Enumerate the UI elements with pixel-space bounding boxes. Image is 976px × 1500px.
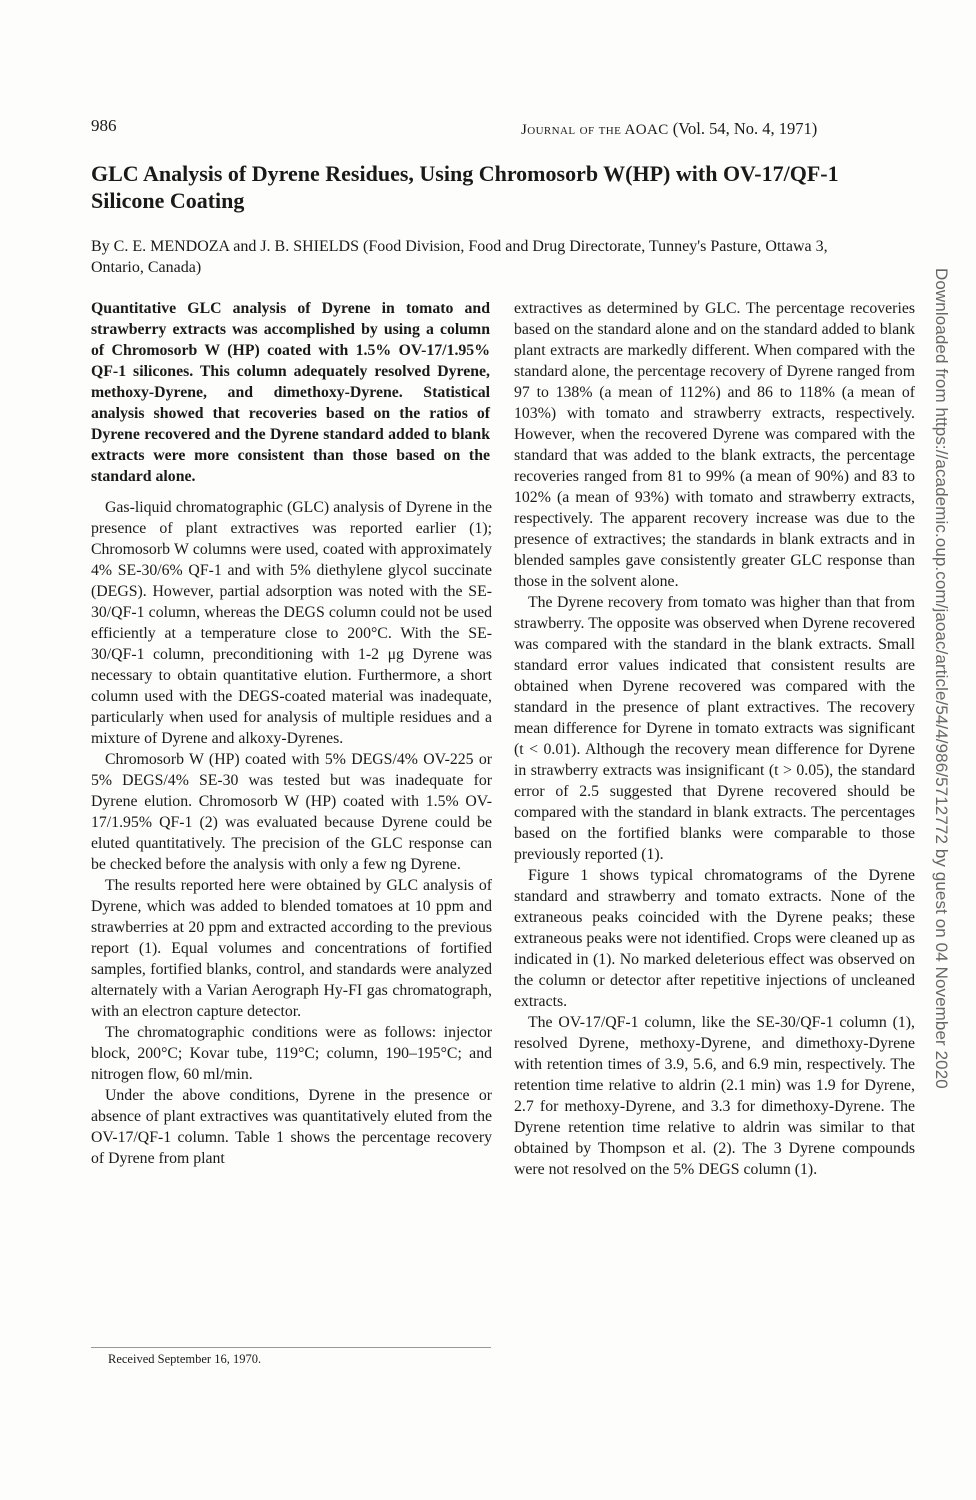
body-paragraph: The Dyrene recovery from tomato was higher than that from strawberry. The opposite was observed when Dyrene recovered was compared with the standard in the blank extracts. Small standard error values indicated that consistent results are obtained when Dyrene recovered was compared with the standard in the presence of plant extractives. The recovery mean difference for Dyrene in tomato extracts was significant (t < 0.01). Although the recovery mean difference for Dyrene in strawberry extracts was insignificant (t > 0.05), the standard error of 2.5 suggested that Dyrene recovered should be compared with the standard in blank extracts. The percentages based on the fortified blanks were comparable to those previously reported (1). — [514, 594, 915, 863]
body-paragraph: extractives as determined by GLC. The percentage recoveries based on the standard alone and on the standard added to blank plant extracts are markedly different. When compared with the standard alone, the percentage recovery of Dyrene ranged from 97 to 138% (a mean of 112%) and 86 to 118% (a mean of 103%) with tomato and strawberry extracts, respectively. However, when the recovered Dyrene was compared with the standard that was added to the blank extracts, the percentage recoveries ranged from 81 to 99% (a mean of 90%) and 83 to 102% (a mean of 93%) with tomato and strawberry extracts, respectively. The apparent recovery increase was due to the presence of extractives; the standards in blank extracts and in blended samples gave consistently greater GLC response than those in the solvent alone. — [514, 300, 915, 590]
download-watermark-text: Downloaded from https://academic.oup.com/jaoac/article/54/4/986/5712772 by guest on 04 November 2020 — [932, 268, 951, 1089]
footnote-divider — [91, 1347, 491, 1348]
abstract: Quantitative GLC analysis of Dyrene in tomato and strawberry extracts was accomplished by using a column of Chromosorb W (HP) coated with 1.5% OV-17/1.95% QF-1 silicones. This column adequately resolved Dyrene, methoxy-Dyrene, and dimethoxy-Dyrene. Statistical analysis showed that recoveries based on the ratios of Dyrene recovered and the Dyrene standard added to blank extracts were more consistent than those based on the standard alone. — [91, 300, 490, 485]
body-paragraph: The chromatographic conditions were as follows: injector block, 200°C; Kovar tube, 119°C; column, 190–195°C; and nitrogen flow, 60 ml/min. — [91, 1024, 492, 1083]
running-head — [521, 119, 817, 139]
article-title: GLC Analysis of Dyrene Residues, Using Chromosorb W(HP) with OV-17/QF-1 Silicone Coating — [91, 161, 839, 213]
left-column — [91, 298, 492, 1169]
right-column — [514, 298, 915, 1180]
download-watermark — [923, 268, 951, 1268]
body-paragraph: Under the above conditions, Dyrene in the presence or absence of plant extractives was quantitatively eluted from the OV-17/QF-1 column. Table 1 shows the percentage recovery of Dyrene from plant — [91, 1087, 492, 1167]
body-paragraph: Gas-liquid chromatographic (GLC) analysis of Dyrene in the presence of plant extractives was reported earlier (1); Chromosorb W columns were used, coated with approximately 4% SE-30/6% QF-1 and with 5% diethylene glycol succinate (DEGS). However, partial adsorption was noted with the SE-30/QF-1 column, whereas the DEGS column could not be used efficiently at a temperature close to 200°C. With the SE-30/QF-1 column, preconditioning with 1-2 μg Dyrene was necessary to obtain quantitative elution. Furthermore, a short column used with the DEGS-coated material was inadequate, particularly when used for analysis of multiple residues and a mixture of Dyrene and alkoxy-Dyrenes. — [91, 499, 492, 747]
page-number: 986 — [91, 116, 117, 135]
body-paragraph: Chromosorb W (HP) coated with 5% DEGS/4% OV-225 or 5% DEGS/4% SE-30 was tested but was inadequate for Dyrene elution. Chromosorb W (HP) coated with 1.5% OV-17/1.95% QF-1 (2) was evaluated because Dyrene could be eluted quantitatively. The precision of the GLC response can be checked before the analysis with only a few ng Dyrene. — [91, 751, 492, 873]
author-line: By C. E. MENDOZA and J. B. SHIELDS (Food Division, Food and Drug Directorate, Tunney's Pasture, Ottawa 3, Ontario, Canada) — [91, 238, 828, 276]
body-paragraph: Figure 1 shows typical chromatograms of the Dyrene standard and strawberry and tomato extracts. None of the extraneous peaks coincided with the Dyrene peaks; these extraneous peaks were not identified. Crops were cleaned up as indicated in (1). No marked deleterious effect was observed on the column or detector after repetitive injections of uncleaned extracts. — [514, 867, 915, 1010]
journal-name: Journal of the AOAC — [521, 122, 669, 138]
body-paragraph: The OV-17/QF-1 column, like the SE-30/QF-1 column (1), resolved Dyrene, methoxy-Dyrene, and dimethoxy-Dyrene with retention times of 3.9, 5.6, and 6.9 min, respectively. The retention time relative to aldrin (2.1 min) was 1.9 for Dyrene, 2.7 for methoxy-Dyrene, and 3.3 for dimethoxy-Dyrene. The Dyrene retention time relative to aldrin was similar to that obtained by Thompson et al. (2). The 3 Dyrene compounds were not resolved on the 5% DEGS column (1). — [514, 1014, 915, 1178]
received-footnote: Received September 16, 1970. — [108, 1352, 262, 1366]
body-paragraph: The results reported here were obtained by GLC analysis of Dyrene, which was added to blended tomatoes at 10 ppm and strawberries at 20 ppm and extracted according to the previous report (1). Equal volumes and concentrations of fortified samples, fortified blanks, control, and standards were analyzed alternately with a Varian Aerograph Hy-FI gas chromatograph, with an electron capture detector. — [91, 877, 492, 1020]
volume-info: (Vol. 54, No. 4, 1971) — [672, 119, 818, 138]
